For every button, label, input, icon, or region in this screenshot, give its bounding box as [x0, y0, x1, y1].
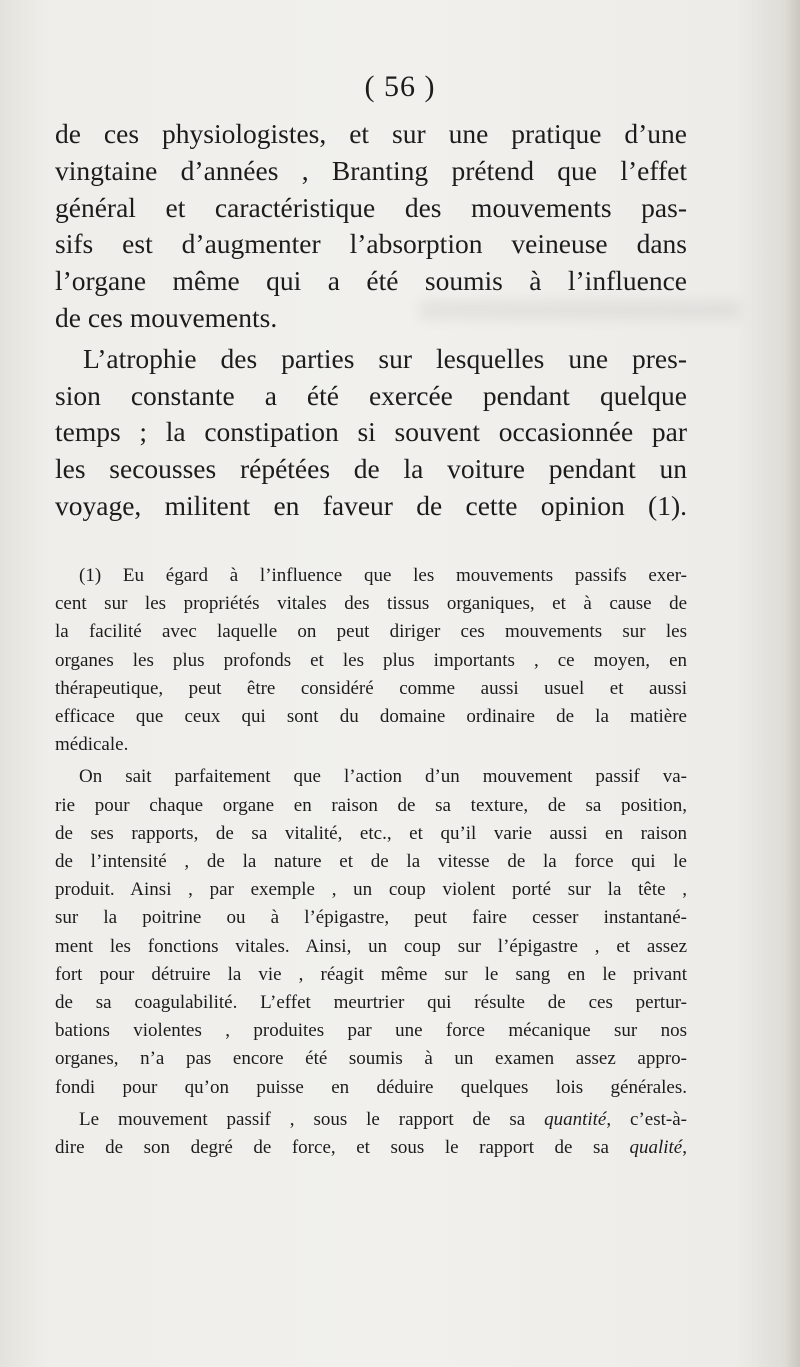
note-line: organes les plus profonds et les plus importants , ce moyen, en	[55, 649, 687, 671]
note-line: fort pour détruire la vie , réagit même sur le sang en le privant	[55, 963, 687, 985]
note-line: de ses rapports, de sa vitalité, etc., et qu’il varie aussi en raison	[55, 822, 687, 844]
note-line: de sa coagulabilité. L’effet meurtrier qui résulte de ces pertur-	[55, 992, 687, 1014]
note-line: bations violentes , produites par une force mécanique sur nos	[55, 1020, 687, 1042]
note-line: efficace que ceux qui sont du domaine ordinaire de la matière	[55, 706, 687, 728]
note-line: de l’intensité , de la nature et de la vitesse de la force qui le	[55, 851, 687, 873]
text-line: l’organe même qui a été soumis à l’influence	[55, 265, 687, 297]
note-line: fondi pour qu’on puisse en déduire quelques lois générales.	[55, 1076, 687, 1098]
footnote	[55, 562, 687, 1162]
main-text	[55, 116, 687, 525]
text-line: de ces mouvements.	[55, 301, 278, 333]
text-line: les secousses répétées de la voiture pendant un	[55, 453, 687, 485]
text-line: temps ; la constipation si souvent occasionnée par	[55, 416, 687, 448]
text-line: vingtaine d’années , Branting prétend que l’effet	[55, 154, 687, 186]
text-line: L’atrophie des parties sur lesquelles une pres-	[83, 342, 687, 374]
text-line: sion constante a été exercée pendant quelque	[55, 379, 687, 411]
text-line: sifs est d’augmenter l’absorption veineuse dans	[55, 228, 687, 260]
note-line: cent sur les propriétés vitales des tissus organiques, et à cause de	[55, 593, 687, 615]
note-line: thérapeutique, peut être considéré comme aussi usuel et aussi	[55, 677, 687, 699]
note-line: On sait parfaitement que l’action d’un mouvement passif va-	[79, 766, 687, 788]
note-line	[55, 1134, 687, 1162]
note-line: sur la poitrine ou à l’épigastre, peut faire cesser instantané-	[55, 907, 687, 929]
note-line: (1) Eu égard à l’influence que les mouvements passifs exer-	[79, 565, 687, 586]
note-text: ,	[682, 1137, 687, 1159]
note-line: la facilité avec laquelle on peut diriger ces mouvements sur les	[55, 621, 687, 643]
note-line	[55, 1106, 687, 1134]
note-text: , c’est-à-	[606, 1108, 687, 1130]
note-line: organes, n’a pas encore été soumis à un examen assez appro-	[55, 1048, 687, 1070]
text-line: voyage, militent en faveur de cette opinion (1).	[55, 489, 687, 521]
note-line: produit. Ainsi , par exemple , un coup violent porté sur la tête ,	[55, 879, 687, 901]
page-edge	[786, 0, 800, 1367]
italic-term: quantité	[544, 1108, 607, 1130]
page-number: ( 56 )	[364, 70, 436, 103]
text-line: général et caractéristique des mouvements pas-	[55, 191, 687, 223]
italic-term: qualité	[629, 1137, 683, 1159]
text-line: de ces physiologistes, et sur une pratique d’une	[55, 118, 687, 149]
note-line: médicale.	[55, 734, 129, 756]
note-text: Le mouvement passif , sous le rapport de sa	[79, 1108, 526, 1130]
note-line: rie pour chaque organe en raison de sa texture, de sa position,	[55, 794, 687, 816]
note-text: dire de son degré de force, et sous le rapport de sa	[55, 1137, 609, 1159]
note-line: ment les fonctions vitales. Ainsi, un coup sur l’épigastre , et assez	[55, 935, 687, 957]
